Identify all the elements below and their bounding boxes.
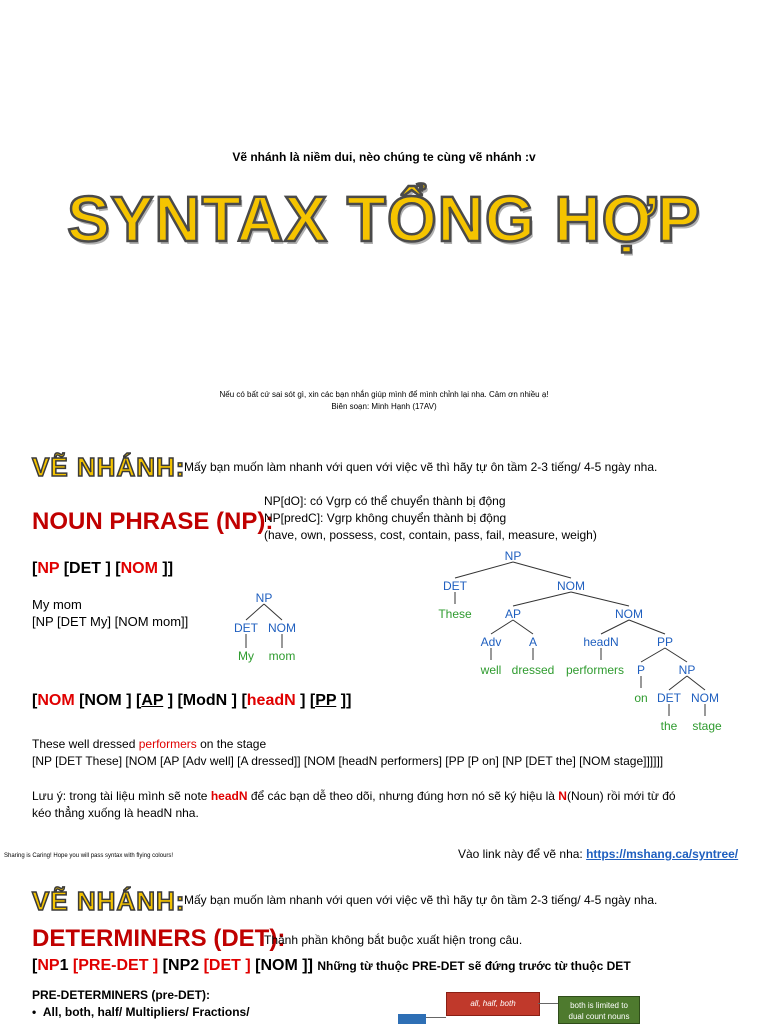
predet-heading: PRE-DETERMINERS (pre-DET):	[32, 988, 211, 1002]
credit-line-2: Biên soạn: Minh Hạnh (17AV)	[331, 402, 437, 411]
example-1	[32, 596, 188, 630]
bt-a: A	[528, 635, 538, 649]
tree-np: NP	[255, 591, 273, 605]
bt-np2: NP	[678, 663, 696, 677]
diagram-connector	[426, 1017, 446, 1018]
syntree-link-row: Vào link này để vẽ nha: https://mshang.ca/syntree/	[458, 847, 739, 861]
det-section-note: Thành phần không bắt buộc xuất hiện trong câu.	[264, 933, 523, 947]
bt-det: DET	[443, 579, 467, 593]
bt-nom: NOM	[557, 579, 585, 593]
predet-bullet-1: • All, both, half/ Multipliers/ Fractions/	[32, 1005, 250, 1019]
det-structure-note: Những từ thuộc PRE-DET sẽ đứng trước từ thuộc DET	[317, 959, 631, 973]
diagram-blue-box	[398, 1014, 426, 1024]
main-title: SYNTAX TỔNG HỢP	[67, 183, 701, 255]
bt-leaf-these: These	[438, 607, 472, 621]
bt-ap: AP	[504, 607, 522, 621]
diagram-green-box: both is limited to dual count nouns	[558, 996, 640, 1024]
tagline: Vẽ nhánh là niềm dui, nèo chúng te cùng vẽ nhánh :v	[232, 150, 536, 164]
example-2-bracket: [NP [DET These] [NOM [AP [Adv well] [A dressed]] [NOM [headN performers] [PP [P on] [NP [DET the] [NOM stage]]]]]]	[32, 754, 664, 768]
np-note-predc: NP[predC]: Vgrp không chuyển thành bị động	[264, 511, 507, 525]
diagram-connector-2	[538, 1003, 558, 1004]
np-section-title: NOUN PHRASE (NP):	[32, 508, 274, 535]
bt-p: P	[636, 663, 646, 677]
bt-pp: PP	[656, 635, 674, 649]
ve-nhanh-label: VẼ NHÁNH:	[32, 452, 186, 482]
tree-leaf-my: My	[238, 649, 254, 663]
bt-leaf-performers: performers	[565, 663, 625, 677]
example-2	[32, 736, 663, 770]
ve-nhanh-note-2: Mấy bạn muốn làm nhanh với quen với việc vẽ thì hãy tự ôn tầm 2-3 tiếng/ 4-5 ngày nha.	[184, 893, 658, 907]
bullet-dot: •	[32, 1005, 43, 1019]
bt-leaf-well: well	[480, 663, 502, 677]
bt-det2: DET	[657, 691, 681, 705]
np-structure-2: [NOM [NOM ] [AP ] [ModN ] [headN ] [PP ]]	[32, 692, 352, 709]
headn-note: Lưu ý: trong tài liệu mình sẽ note headN để các bạn dễ theo dõi, nhưng đúng hơn nó sẽ ký hiệu là N(Noun) rồi mới từ đó kéo thẳng xuống là headN nha.	[32, 789, 676, 820]
diagram-red-box: all, half, both	[446, 992, 540, 1016]
bt-leaf-dressed: dressed	[511, 663, 555, 677]
np-structure-1: [NP [DET ] [NOM ]]	[32, 560, 174, 577]
bt-np: NP	[504, 549, 522, 563]
ve-nhanh-label-2: VẼ NHÁNH:	[32, 886, 186, 916]
np-note-do: NP[dO]: có Vgrp có thể chuyển thành bị động	[264, 494, 506, 508]
bt-leaf-stage: stage	[692, 719, 722, 733]
bt-nom2: NOM	[615, 607, 643, 621]
small-syntax-tree	[224, 588, 314, 668]
det-structure: [NP1 [PRE-DET ] [NP2 [DET ] [NOM ]] Những từ thuộc PRE-DET sẽ đứng trước từ thuộc DET	[32, 957, 631, 974]
bt-leaf-the: the	[660, 719, 678, 733]
det-section-title: DETERMINERS (DET):	[32, 925, 286, 952]
bt-leaf-on: on	[634, 691, 648, 705]
np-notes	[264, 493, 597, 544]
tree-nom: NOM	[268, 621, 296, 635]
big-syntax-tree	[425, 546, 755, 738]
example-1-bracket: [NP [DET My] [NOM mom]]	[32, 614, 189, 629]
bt-headn: headN	[583, 635, 619, 649]
example-2-phrase: These well dressed performers on the stage	[32, 737, 267, 751]
bt-adv: Adv	[480, 635, 502, 649]
bt-nom3: NOM	[691, 691, 719, 705]
ve-nhanh-note: Mấy bạn muốn làm nhanh với quen với việc vẽ thì hãy tự ôn tầm 2-3 tiếng/ 4-5 ngày nha.	[184, 460, 658, 474]
tree-det: DET	[234, 621, 258, 635]
tree-leaf-mom: mom	[268, 649, 296, 663]
sharing-caption: Sharing is Caring! Hope you will pass syntax with flying colours!	[4, 853, 174, 859]
credit-line-1: Nếu có bất cứ sai sót gì, xin các bạn nhắn giúp mình để mình chỉnh lại nha. Cảm ơn nhiều ạ!	[219, 390, 549, 399]
syntree-link[interactable]: https://mshang.ca/syntree/	[586, 847, 739, 861]
example-1-phrase: My mom	[32, 597, 82, 612]
np-note-verbs: (have, own, possess, cost, contain, pass, fail, measure, weigh)	[264, 528, 597, 542]
